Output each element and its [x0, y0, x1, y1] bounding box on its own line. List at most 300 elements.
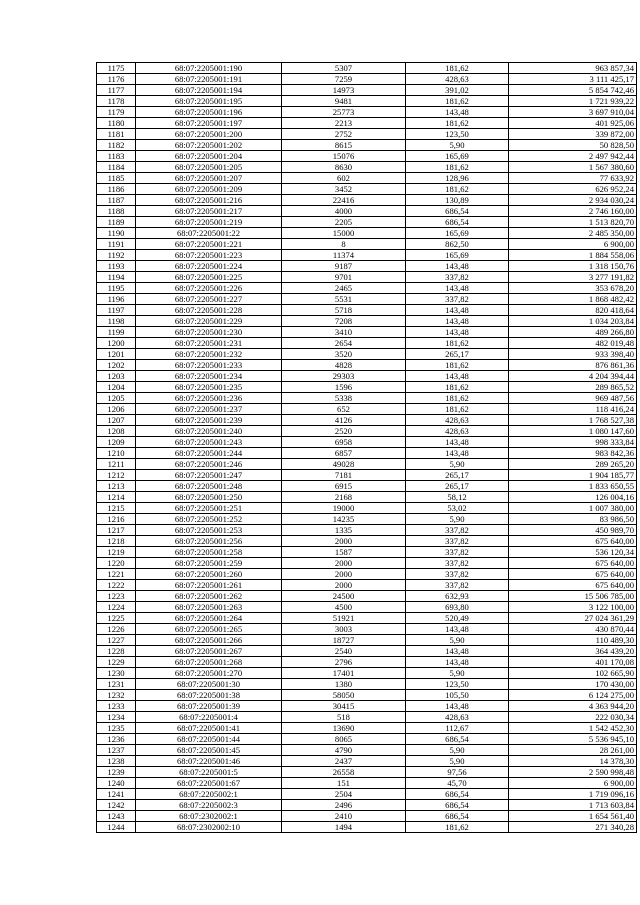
unit-value-cell: 337,82 [406, 536, 509, 547]
table-row [97, 646, 637, 657]
cadastral-number: 68:07:2205001:230 [136, 327, 282, 338]
cadastral-value-cell: 1 768 527,38 [509, 415, 637, 426]
row-number: 1192 [97, 250, 136, 261]
table-row [97, 118, 637, 129]
row-number: 1244 [97, 822, 136, 833]
table-row [97, 184, 637, 195]
table-row [97, 822, 637, 833]
cadastral-value-cell: 1 713 603,84 [509, 800, 637, 811]
unit-value-cell: 143,48 [406, 448, 509, 459]
row-number: 1176 [97, 74, 136, 85]
area-cell: 151 [282, 778, 406, 789]
cadastral-number: 68:07:2205001:258 [136, 547, 282, 558]
area-cell: 29303 [282, 371, 406, 382]
cadastral-value-cell: 675 640,00 [509, 569, 637, 580]
unit-value-cell: 181,62 [406, 382, 509, 393]
cadastral-value-cell: 289 265,20 [509, 459, 637, 470]
table-row [97, 591, 637, 602]
row-number: 1209 [97, 437, 136, 448]
row-number: 1201 [97, 349, 136, 360]
table-row [97, 316, 637, 327]
cadastral-number: 68:07:2205001:240 [136, 426, 282, 437]
unit-value-cell: 862,50 [406, 239, 509, 250]
row-number: 1238 [97, 756, 136, 767]
unit-value-cell: 428,63 [406, 426, 509, 437]
cadastral-value-cell: 83 986,50 [509, 514, 637, 525]
unit-value-cell: 337,82 [406, 525, 509, 536]
row-number: 1204 [97, 382, 136, 393]
cadastral-number: 68:07:2205001:243 [136, 437, 282, 448]
table-row [97, 162, 637, 173]
row-number: 1186 [97, 184, 136, 195]
area-cell: 3003 [282, 624, 406, 635]
cadastral-value-cell: 820 418,64 [509, 305, 637, 316]
table-row [97, 459, 637, 470]
row-number: 1197 [97, 305, 136, 316]
area-cell: 602 [282, 173, 406, 184]
row-number: 1220 [97, 558, 136, 569]
cadastral-value-cell: 1 513 820,70 [509, 217, 637, 228]
unit-value-cell: 53,02 [406, 503, 509, 514]
table-row [97, 514, 637, 525]
table-row [97, 338, 637, 349]
area-cell: 7259 [282, 74, 406, 85]
unit-value-cell: 5,90 [406, 756, 509, 767]
table-row [97, 74, 637, 85]
row-number: 1199 [97, 327, 136, 338]
table-row [97, 283, 637, 294]
cadastral-value-cell: 963 857,34 [509, 63, 637, 74]
area-cell: 2205 [282, 217, 406, 228]
table-row [97, 525, 637, 536]
cadastral-value-cell: 1 567 380,60 [509, 162, 637, 173]
table-row [97, 151, 637, 162]
table-row [97, 536, 637, 547]
table-body [97, 63, 637, 833]
unit-value-cell: 632,93 [406, 591, 509, 602]
cadastral-number: 68:07:2205001:191 [136, 74, 282, 85]
cadastral-number: 68:07:2205001:204 [136, 151, 282, 162]
table-row [97, 745, 637, 756]
table-row [97, 206, 637, 217]
cadastral-value-cell: 4 204 394,44 [509, 371, 637, 382]
table-row [97, 63, 637, 74]
area-cell: 2465 [282, 283, 406, 294]
table-row [97, 712, 637, 723]
cadastral-value-cell: 6 900,00 [509, 239, 637, 250]
cadastral-value-cell: 289 865,52 [509, 382, 637, 393]
cadastral-value-cell: 353 678,20 [509, 283, 637, 294]
area-cell: 1494 [282, 822, 406, 833]
unit-value-cell: 693,80 [406, 602, 509, 613]
cadastral-value-cell: 536 120,34 [509, 547, 637, 558]
cadastral-number: 68:07:2205001:205 [136, 162, 282, 173]
unit-value-cell: 265,17 [406, 481, 509, 492]
area-cell: 25773 [282, 107, 406, 118]
area-cell: 4126 [282, 415, 406, 426]
table-row [97, 723, 637, 734]
cadastral-value-cell: 5 854 742,46 [509, 85, 637, 96]
unit-value-cell: 123,50 [406, 129, 509, 140]
row-number: 1241 [97, 789, 136, 800]
area-cell: 13690 [282, 723, 406, 734]
area-cell: 15000 [282, 228, 406, 239]
unit-value-cell: 143,48 [406, 371, 509, 382]
area-cell: 2213 [282, 118, 406, 129]
cadastral-number: 68:07:2205001:266 [136, 635, 282, 646]
cadastral-number: 68:07:2205001:250 [136, 492, 282, 503]
cadastral-number: 68:07:2205001:195 [136, 96, 282, 107]
row-number: 1228 [97, 646, 136, 657]
area-cell: 1596 [282, 382, 406, 393]
unit-value-cell: 143,48 [406, 657, 509, 668]
table-row [97, 635, 637, 646]
unit-value-cell: 337,82 [406, 558, 509, 569]
row-number: 1190 [97, 228, 136, 239]
area-cell: 2000 [282, 536, 406, 547]
table-row [97, 547, 637, 558]
cadastral-number: 68:07:2205001:45 [136, 745, 282, 756]
cadastral-number: 68:07:2205001:267 [136, 646, 282, 657]
cadastral-value-cell: 6 124 275,00 [509, 690, 637, 701]
unit-value-cell: 130,89 [406, 195, 509, 206]
area-cell: 6915 [282, 481, 406, 492]
unit-value-cell: 5,90 [406, 745, 509, 756]
unit-value-cell: 337,82 [406, 272, 509, 283]
area-cell: 1380 [282, 679, 406, 690]
row-number: 1240 [97, 778, 136, 789]
cadastral-number: 68:07:2205001:5 [136, 767, 282, 778]
unit-value-cell: 112,67 [406, 723, 509, 734]
area-cell: 51921 [282, 613, 406, 624]
row-number: 1235 [97, 723, 136, 734]
row-number: 1187 [97, 195, 136, 206]
row-number: 1218 [97, 536, 136, 547]
cadastral-number: 68:07:2205001:39 [136, 701, 282, 712]
unit-value-cell: 181,62 [406, 162, 509, 173]
cadastral-value-cell: 675 640,00 [509, 536, 637, 547]
table-row [97, 217, 637, 228]
table-row [97, 657, 637, 668]
unit-value-cell: 686,54 [406, 800, 509, 811]
cadastral-number: 68:07:2205001:264 [136, 613, 282, 624]
cadastral-number: 68:07:2205001:235 [136, 382, 282, 393]
cadastral-value-cell: 450 989,70 [509, 525, 637, 536]
unit-value-cell: 143,48 [406, 316, 509, 327]
cadastral-value-cell: 5 536 945,10 [509, 734, 637, 745]
cadastral-number: 68:07:2205001:67 [136, 778, 282, 789]
unit-value-cell: 181,62 [406, 338, 509, 349]
row-number: 1227 [97, 635, 136, 646]
row-number: 1224 [97, 602, 136, 613]
table-row [97, 558, 637, 569]
unit-value-cell: 181,62 [406, 118, 509, 129]
unit-value-cell: 143,48 [406, 261, 509, 272]
unit-value-cell: 5,90 [406, 514, 509, 525]
row-number: 1221 [97, 569, 136, 580]
cadastral-number: 68:07:2205001:207 [136, 173, 282, 184]
table-row [97, 250, 637, 261]
cadastral-number: 68:07:2302002:10 [136, 822, 282, 833]
cadastral-number: 68:07:2205001:256 [136, 536, 282, 547]
area-cell: 4500 [282, 602, 406, 613]
cadastral-value-table [96, 62, 637, 833]
unit-value-cell: 143,48 [406, 701, 509, 712]
cadastral-value-cell: 401 925,06 [509, 118, 637, 129]
cadastral-value-cell: 1 007 380,00 [509, 503, 637, 514]
area-cell: 5338 [282, 393, 406, 404]
area-cell: 18727 [282, 635, 406, 646]
area-cell: 5307 [282, 63, 406, 74]
cadastral-value-cell: 3 697 910,04 [509, 107, 637, 118]
cadastral-value-cell: 675 640,00 [509, 580, 637, 591]
row-number: 1230 [97, 668, 136, 679]
area-cell: 2504 [282, 789, 406, 800]
unit-value-cell: 686,54 [406, 206, 509, 217]
row-number: 1226 [97, 624, 136, 635]
row-number: 1213 [97, 481, 136, 492]
row-number: 1239 [97, 767, 136, 778]
cadastral-number: 68:07:2302002:1 [136, 811, 282, 822]
table-row [97, 800, 637, 811]
cadastral-number: 68:07:2205001:227 [136, 294, 282, 305]
table-row [97, 261, 637, 272]
row-number: 1236 [97, 734, 136, 745]
table-row [97, 85, 637, 96]
unit-value-cell: 181,62 [406, 184, 509, 195]
cadastral-value-cell: 77 633,92 [509, 173, 637, 184]
row-number: 1237 [97, 745, 136, 756]
area-cell: 19000 [282, 503, 406, 514]
row-number: 1233 [97, 701, 136, 712]
cadastral-number: 68:07:2205001:223 [136, 250, 282, 261]
cadastral-value-cell: 1 884 558,06 [509, 250, 637, 261]
cadastral-value-cell: 6 900,00 [509, 778, 637, 789]
cadastral-value-cell: 50 828,50 [509, 140, 637, 151]
row-number: 1189 [97, 217, 136, 228]
cadastral-number: 68:07:2205001:219 [136, 217, 282, 228]
area-cell: 4828 [282, 360, 406, 371]
cadastral-number: 68:07:2205001:30 [136, 679, 282, 690]
table-row [97, 228, 637, 239]
cadastral-value-cell: 2 934 030,24 [509, 195, 637, 206]
cadastral-value-cell: 675 640,00 [509, 558, 637, 569]
cadastral-number: 68:07:2205001:41 [136, 723, 282, 734]
cadastral-number: 68:07:2205002:3 [136, 800, 282, 811]
row-number: 1219 [97, 547, 136, 558]
table-row [97, 789, 637, 800]
table-row [97, 811, 637, 822]
row-number: 1175 [97, 63, 136, 74]
unit-value-cell: 165,69 [406, 228, 509, 239]
cadastral-value-cell: 2 746 160,00 [509, 206, 637, 217]
cadastral-number: 68:07:2205001:247 [136, 470, 282, 481]
unit-value-cell: 686,54 [406, 789, 509, 800]
area-cell: 11374 [282, 250, 406, 261]
unit-value-cell: 143,48 [406, 437, 509, 448]
table-row [97, 239, 637, 250]
unit-value-cell: 143,48 [406, 305, 509, 316]
area-cell: 5718 [282, 305, 406, 316]
row-number: 1179 [97, 107, 136, 118]
area-cell: 6958 [282, 437, 406, 448]
area-cell: 1335 [282, 525, 406, 536]
row-number: 1182 [97, 140, 136, 151]
cadastral-value-cell: 1 080 147,60 [509, 426, 637, 437]
cadastral-number: 68:07:2205001:225 [136, 272, 282, 283]
unit-value-cell: 337,82 [406, 580, 509, 591]
cadastral-value-cell: 126 004,16 [509, 492, 637, 503]
unit-value-cell: 181,62 [406, 404, 509, 415]
cadastral-number: 68:07:2205001:226 [136, 283, 282, 294]
cadastral-number: 68:07:2205001:246 [136, 459, 282, 470]
unit-value-cell: 265,17 [406, 349, 509, 360]
row-number: 1185 [97, 173, 136, 184]
cadastral-number: 68:07:2205002:1 [136, 789, 282, 800]
table-row [97, 492, 637, 503]
area-cell: 3520 [282, 349, 406, 360]
area-cell: 49028 [282, 459, 406, 470]
area-cell: 2410 [282, 811, 406, 822]
table-row [97, 195, 637, 206]
table-row [97, 272, 637, 283]
unit-value-cell: 520,49 [406, 613, 509, 624]
row-number: 1205 [97, 393, 136, 404]
row-number: 1229 [97, 657, 136, 668]
table-row [97, 679, 637, 690]
area-cell: 8 [282, 239, 406, 250]
area-cell: 2168 [282, 492, 406, 503]
cadastral-value-cell: 998 333,84 [509, 437, 637, 448]
cadastral-value-cell: 933 398,40 [509, 349, 637, 360]
area-cell: 9701 [282, 272, 406, 283]
table-row [97, 96, 637, 107]
row-number: 1231 [97, 679, 136, 690]
cadastral-number: 68:07:2205001:233 [136, 360, 282, 371]
table-row [97, 448, 637, 459]
unit-value-cell: 143,48 [406, 646, 509, 657]
unit-value-cell: 181,62 [406, 393, 509, 404]
cadastral-value-cell: 4 363 944,20 [509, 701, 637, 712]
row-number: 1234 [97, 712, 136, 723]
table-row [97, 569, 637, 580]
unit-value-cell: 97,56 [406, 767, 509, 778]
area-cell: 8065 [282, 734, 406, 745]
cadastral-number: 68:07:2205001:38 [136, 690, 282, 701]
cadastral-value-cell: 2 485 350,00 [509, 228, 637, 239]
row-number: 1184 [97, 162, 136, 173]
table-row [97, 481, 637, 492]
area-cell: 1587 [282, 547, 406, 558]
cadastral-number: 68:07:2205001:228 [136, 305, 282, 316]
row-number: 1243 [97, 811, 136, 822]
cadastral-number: 68:07:2205001:229 [136, 316, 282, 327]
cadastral-number: 68:07:2205001:194 [136, 85, 282, 96]
row-number: 1211 [97, 459, 136, 470]
area-cell: 22416 [282, 195, 406, 206]
area-cell: 2000 [282, 558, 406, 569]
cadastral-value-cell: 1 719 096,16 [509, 789, 637, 800]
table-row [97, 360, 637, 371]
area-cell: 4790 [282, 745, 406, 756]
row-number: 1188 [97, 206, 136, 217]
unit-value-cell: 5,90 [406, 459, 509, 470]
unit-value-cell: 428,63 [406, 74, 509, 85]
unit-value-cell: 5,90 [406, 668, 509, 679]
area-cell: 7181 [282, 470, 406, 481]
area-cell: 3410 [282, 327, 406, 338]
table-row [97, 690, 637, 701]
row-number: 1181 [97, 129, 136, 140]
area-cell: 4000 [282, 206, 406, 217]
area-cell: 8615 [282, 140, 406, 151]
unit-value-cell: 181,62 [406, 822, 509, 833]
area-cell: 14235 [282, 514, 406, 525]
area-cell: 518 [282, 712, 406, 723]
unit-value-cell: 105,50 [406, 690, 509, 701]
unit-value-cell: 428,63 [406, 712, 509, 723]
row-number: 1206 [97, 404, 136, 415]
cadastral-value-cell: 876 861,36 [509, 360, 637, 371]
cadastral-number: 68:07:2205001:270 [136, 668, 282, 679]
cadastral-number: 68:07:2205001:265 [136, 624, 282, 635]
unit-value-cell: 143,48 [406, 327, 509, 338]
row-number: 1191 [97, 239, 136, 250]
unit-value-cell: 5,90 [406, 140, 509, 151]
cadastral-value-cell: 222 030,34 [509, 712, 637, 723]
cadastral-value-cell: 118 416,24 [509, 404, 637, 415]
area-cell: 7208 [282, 316, 406, 327]
cadastral-value-cell: 1 721 939,22 [509, 96, 637, 107]
cadastral-value-cell: 626 952,24 [509, 184, 637, 195]
cadastral-value-cell: 1 833 650,55 [509, 481, 637, 492]
table-row [97, 173, 637, 184]
cadastral-number: 68:07:2205001:22 [136, 228, 282, 239]
row-number: 1208 [97, 426, 136, 437]
cadastral-number: 68:07:2205001:197 [136, 118, 282, 129]
cadastral-value-cell: 1 868 482,42 [509, 294, 637, 305]
table-row [97, 393, 637, 404]
table-row [97, 404, 637, 415]
area-cell: 17401 [282, 668, 406, 679]
area-cell: 2520 [282, 426, 406, 437]
cadastral-value-cell: 430 870,44 [509, 624, 637, 635]
cadastral-value-cell: 3 277 191,82 [509, 272, 637, 283]
area-cell: 3452 [282, 184, 406, 195]
table-row [97, 415, 637, 426]
cadastral-number: 68:07:2205001:236 [136, 393, 282, 404]
area-cell: 9187 [282, 261, 406, 272]
unit-value-cell: 181,62 [406, 360, 509, 371]
table-row [97, 470, 637, 481]
row-number: 1217 [97, 525, 136, 536]
area-cell: 2752 [282, 129, 406, 140]
table-row [97, 437, 637, 448]
cadastral-number: 68:07:2205001:244 [136, 448, 282, 459]
table-row [97, 371, 637, 382]
area-cell: 2496 [282, 800, 406, 811]
cadastral-number: 68:07:2205001:46 [136, 756, 282, 767]
cadastral-number: 68:07:2205001:200 [136, 129, 282, 140]
cadastral-number: 68:07:2205001:44 [136, 734, 282, 745]
unit-value-cell: 165,69 [406, 250, 509, 261]
table-row [97, 382, 637, 393]
unit-value-cell: 58,12 [406, 492, 509, 503]
row-number: 1194 [97, 272, 136, 283]
table-row [97, 624, 637, 635]
table-row [97, 107, 637, 118]
table-row [97, 294, 637, 305]
